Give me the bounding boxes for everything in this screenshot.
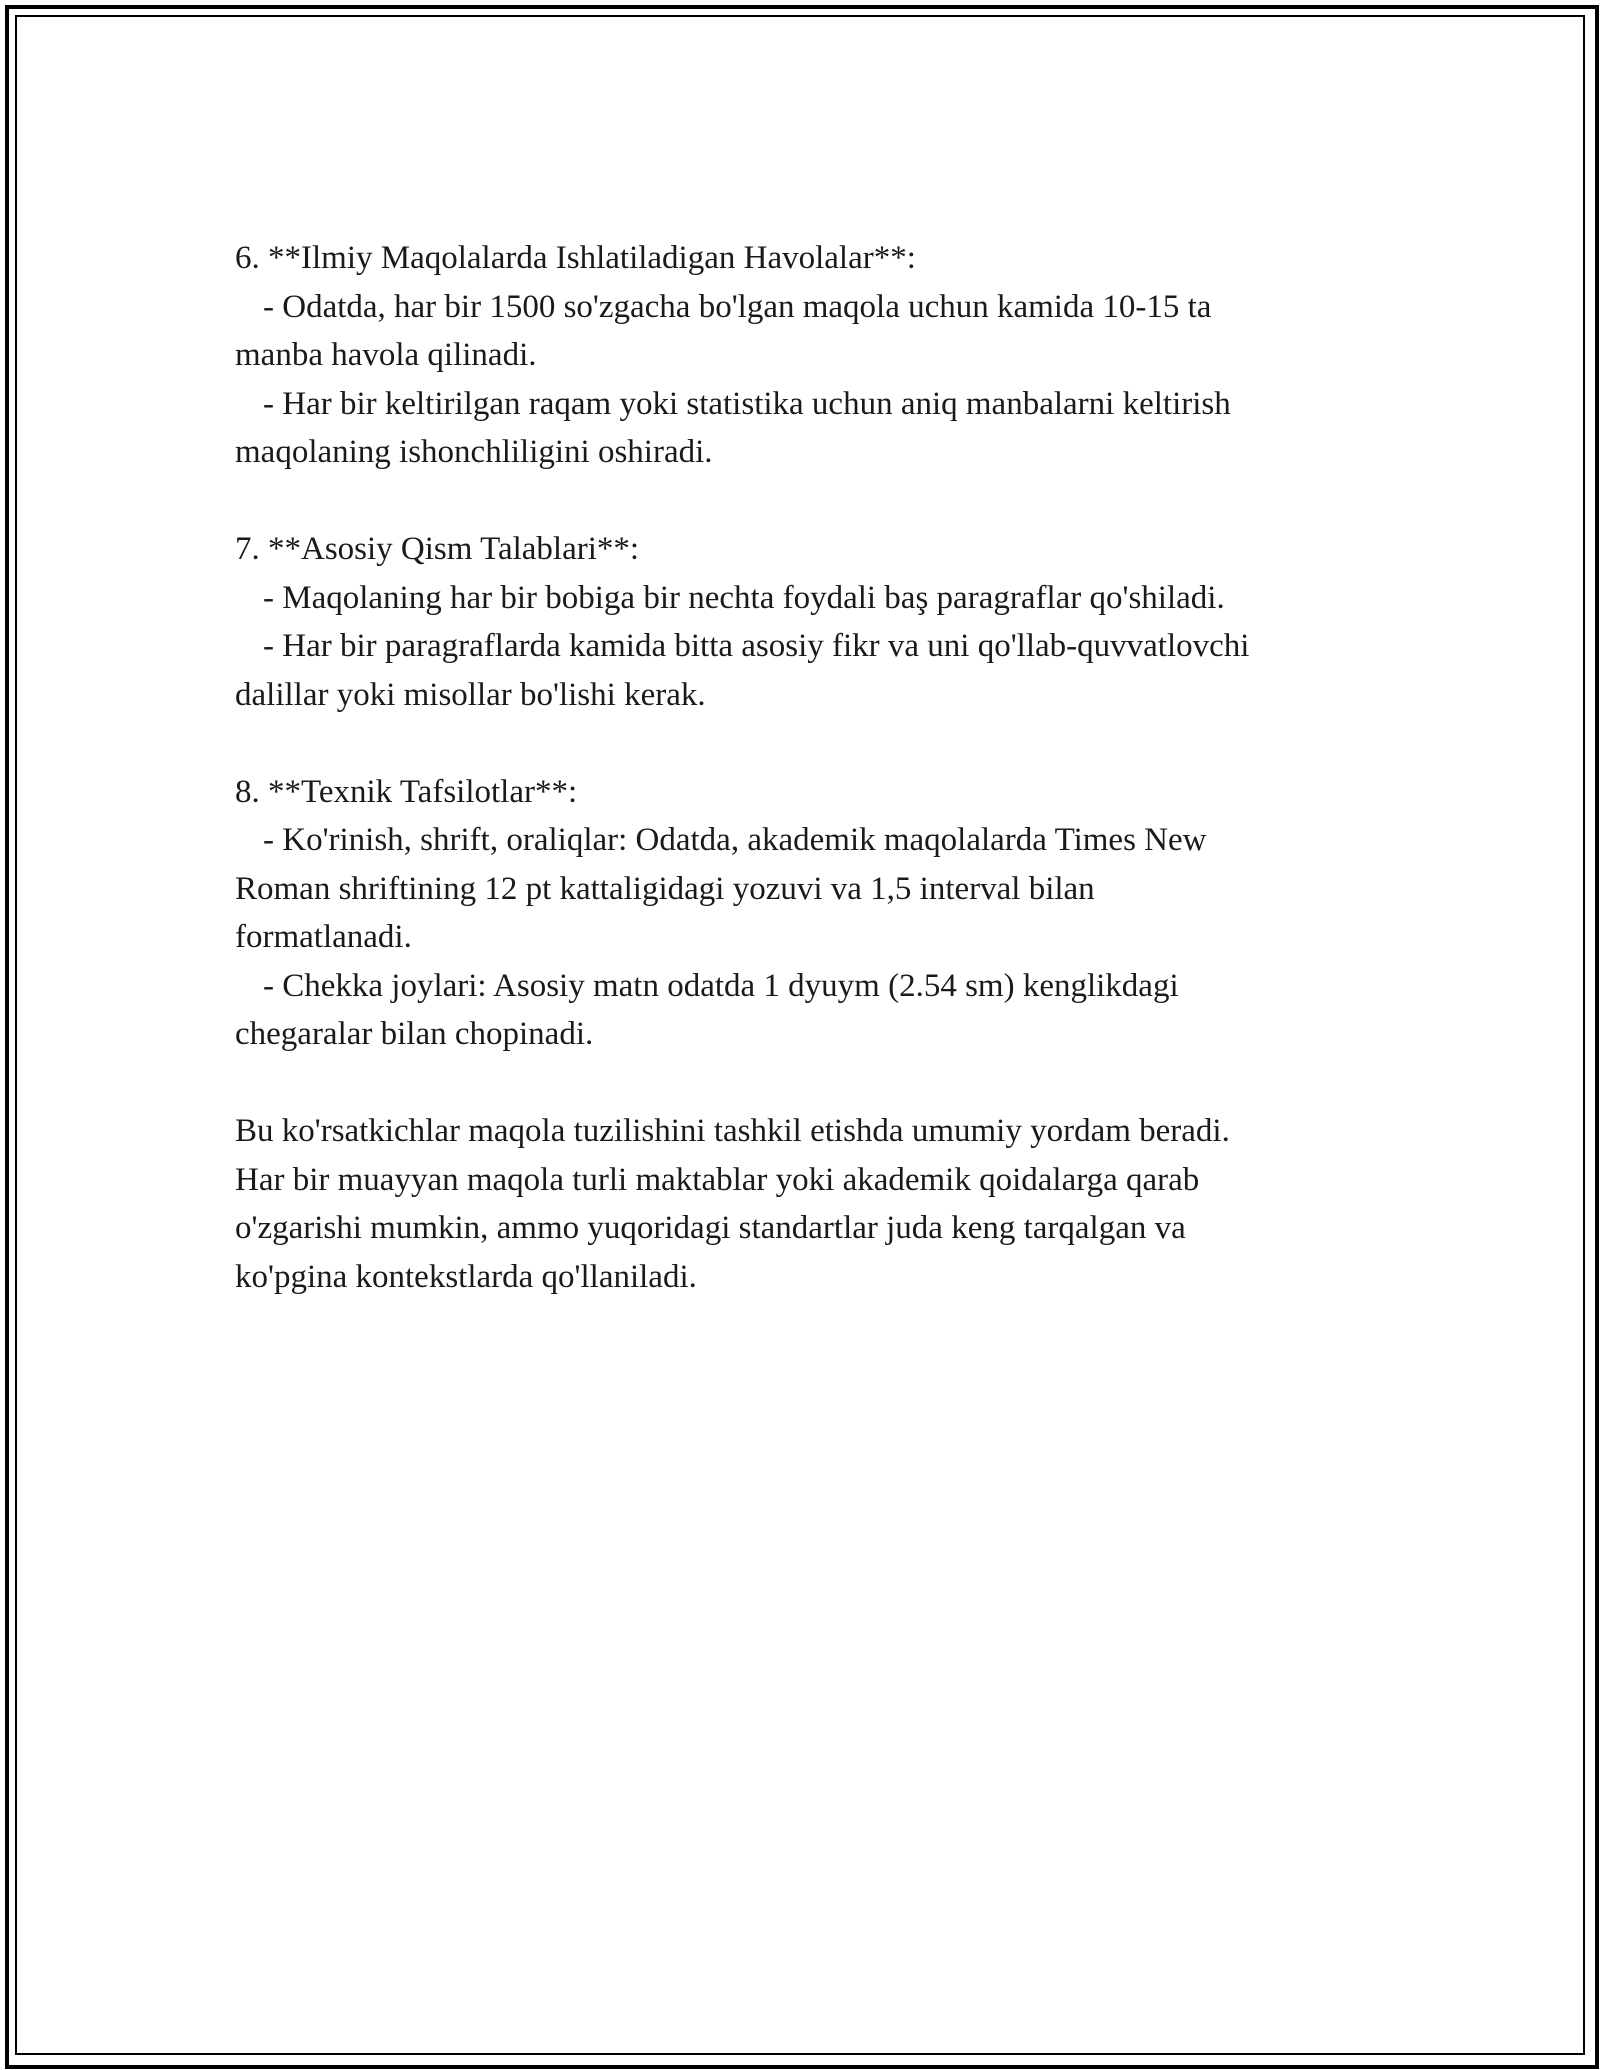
section-heading: 7. **Asosiy Qism Talablari**: (235, 531, 640, 567)
bullet-continuation: maqolaning ishonchliligini oshiradi. (235, 434, 713, 470)
document-body (235, 234, 1375, 1350)
section-citations (235, 234, 1375, 477)
bullet-line: - Chekka joylari: Asosiy matn odatda 1 dyuym (2.54 sm) kenglikdagi (263, 967, 1179, 1004)
section-technical-details (235, 768, 1375, 1059)
bullet-line: - Har bir paragraflarda kamida bitta asosiy fikr va uni qo'llab-quvvatlovchi (263, 628, 1250, 664)
conclusion-line: o'zgarishi mumkin, ammo yuqoridagi standartlar juda keng tarqalgan va (235, 1210, 1186, 1246)
section-main-body-requirements (235, 525, 1375, 719)
bullet-line: - Odatda, har bir 1500 so'zgacha bo'lgan maqola uchun kamida 10-15 ta (263, 288, 1212, 325)
section-heading: 6. **Ilmiy Maqolalarda Ishlatiladigan Havolalar**: (235, 240, 916, 276)
section-heading: 8. **Texnik Tafsilotlar**: (235, 773, 578, 810)
bullet-line: - Maqolaning har bir bobiga bir nechta foydali baş paragraflar qo'shiladi. (263, 579, 1225, 616)
conclusion-line: Bu ko'rsatkichlar maqola tuzilishini tashkil etishda umumiy yordam beradi. (235, 1113, 1230, 1149)
bullet-continuation: formatlanadi. (235, 919, 412, 955)
conclusion-line: ko'pgina kontekstlarda qo'llaniladi. (235, 1258, 697, 1295)
bullet-continuation: chegaralar bilan chopinadi. (235, 1016, 594, 1052)
conclusion-line: Har bir muayyan maqola turli maktablar yoki akademik qoidalarga qarab (235, 1161, 1200, 1198)
bullet-line: - Ko'rinish, shrift, oraliqlar: Odatda, akademik maqolalarda Times New (263, 822, 1207, 858)
bullet-continuation: dalillar yoki misollar bo'lishi kerak. (235, 676, 706, 713)
bullet-line: - Har bir keltirilgan raqam yoki statistika uchun aniq manbalarni keltirish (263, 385, 1231, 422)
bullet-continuation: Roman shriftining 12 pt kattaligidagi yozuvi va 1,5 interval bilan (235, 870, 1095, 907)
bullet-continuation: manba havola qilinadi. (235, 337, 537, 373)
conclusion-paragraph (235, 1107, 1375, 1301)
